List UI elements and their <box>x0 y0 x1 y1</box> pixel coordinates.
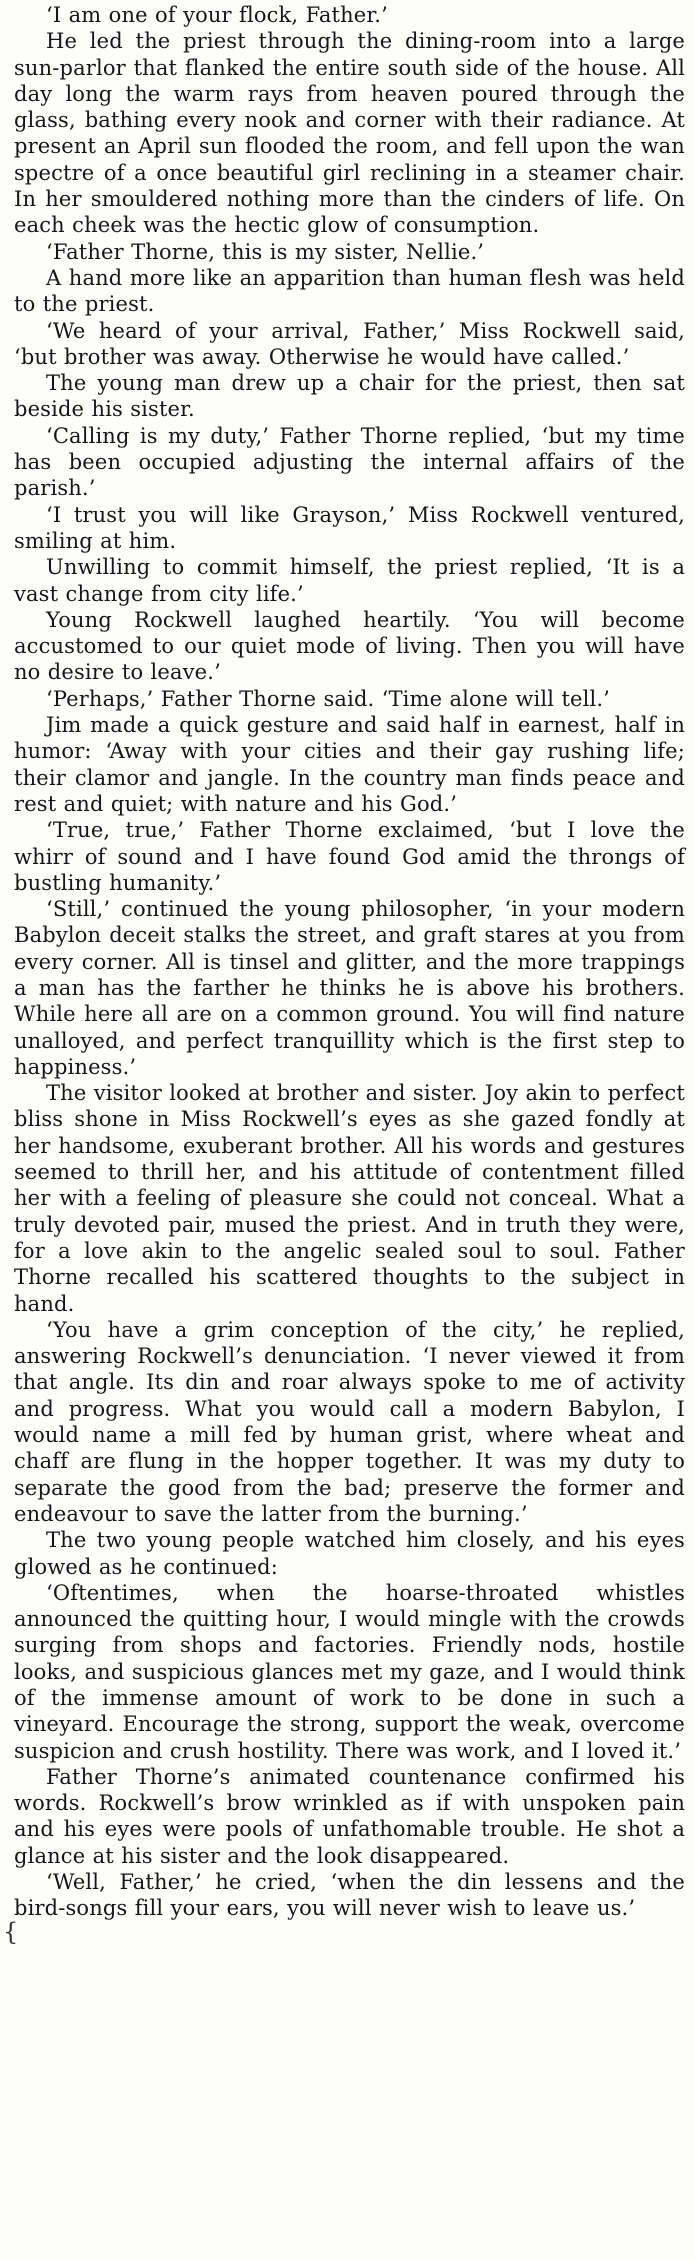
margin-bracket-mark: { <box>3 1918 19 1946</box>
paragraph: ‘Calling is my duty,’ Father Thorne replied, ‘but my time has been occupied adjusting the internal affairs of the parish.’ <box>14 423 685 501</box>
paragraph: Jim made a quick gesture and said half in earnest, half in humor: ‘Away with your cities and their gay rushing life; their clamor and jangle. In the country man finds peace and rest and quiet; with nature and his God.’ <box>14 713 685 816</box>
paragraph: ‘I am one of your flock, Father.’ <box>46 3 388 27</box>
paragraph: A hand more like an apparition than human flesh was held to the priest. <box>14 265 685 317</box>
paragraph: ‘We heard of your arrival, Father,’ Miss Rockwell said, ‘but brother was away. Otherwise he would have called.’ <box>14 318 685 369</box>
paragraph: The young man drew up a chair for the priest, then sat beside his sister. <box>14 371 685 422</box>
paragraph: He led the priest through the dining-room into a large sun-parlor that flanked the entire south side of the house. All day long the warm rays from heaven poured through the glass, bathing every nook and corner with their radiance. At present an April sun flooded the room, and fell upon the wan spectre of a once beautiful girl reclining in a steamer chair. In her smouldered nothing more than the cinders of life. On each cheek was the hectic glow of consumption. <box>14 29 685 238</box>
paragraph: The visitor looked at brother and sister. Joy akin to perfect bliss shone in Miss Rockwell’s eyes as she gazed fondly at her handsome, exuberant brother. All his words and gestures seemed to thrill her, and his attitude of contentment filled her with a feeling of pleasure she could not conceal. What a truly devoted pair, mused the priest. And in truth they were, for a love akin to the angelic sealed soul to soul. Father Thorne recalled his scattered thoughts to the subject in hand. <box>14 1081 686 1316</box>
text-column <box>14 2 685 1922</box>
paragraph: The two young people watched him closely, and his eyes glowed as he continued: <box>14 1528 685 1579</box>
paragraph: ‘I trust you will like Grayson,’ Miss Rockwell ventured, smiling at him. <box>14 502 685 553</box>
paragraph: Father Thorne’s animated countenance confirmed his words. Rockwell’s brow wrinkled as if with unspoken pain and his eyes were pools of unfathomable trouble. He shot a glance at his sister and the look disappeared. <box>14 1764 685 1868</box>
paragraph: ‘Well, Father,’ he cried, ‘when the din lessens and the bird-songs fill your ears, you will never wish to leave us.’ <box>14 1870 685 1921</box>
paragraph: ‘Still,’ continued the young philosopher, ‘in your modern Babylon deceit stalks the street, and graft stares at you from every corner. All is tinsel and glitter, and the more trappings a man has the farther he thinks he is above his brothers. While here all are on a common ground. You will find nature unalloyed, and perfect tranquillity which is the first step to happiness.’ <box>14 897 685 1079</box>
paragraph: ‘True, true,’ Father Thorne exclaimed, ‘but I love the whirr of sound and I have found God amid the throngs of bustling humanity.’ <box>14 818 685 895</box>
paragraph: ‘Oftentimes, when the hoarse-throated whistles announced the quitting hour, I would mingle with the crowds surging from shops and factories. Friendly nods, hostile looks, and suspicious glances met my gaze, and I would think of the immense amount of work to be done in such a vineyard. Encourage the strong, support the weak, overcome suspicion and crush hostility. There was work, and I loved it.’ <box>14 1580 685 1763</box>
paragraph: ‘Father Thorne, this is my sister, Nellie.’ <box>46 239 485 264</box>
paragraph: Unwilling to commit himself, the priest replied, ‘It is a vast change from city life.’ <box>14 555 685 606</box>
paragraph: Young Rockwell laughed heartily. ‘You will become accustomed to our quiet mode of living. Then you will have no desire to leave.’ <box>14 607 685 685</box>
paragraph: ‘You have a grim conception of the city,’ he replied, answering Rockwell’s denunciation. ‘I never viewed it from that angle. Its din and roar always spoke to me of activity and progress. What you would call a modern Babylon, I would name a mill fed by human grist, where wheat and chaff are flung in the hopper together. It was my duty to separate the good from the bad; preserve the former and endeavour to save the latter from the burning.’ <box>14 1317 685 1526</box>
paragraph: ‘Perhaps,’ Father Thorne said. ‘Time alone will tell.’ <box>46 686 611 711</box>
